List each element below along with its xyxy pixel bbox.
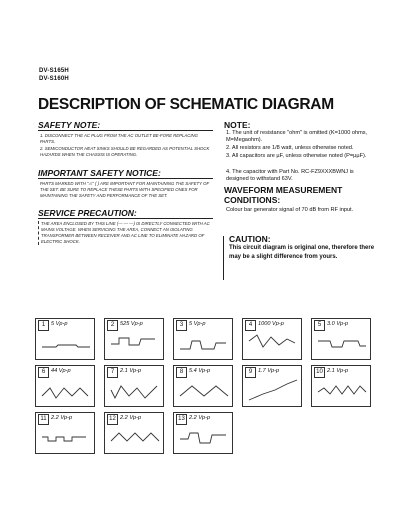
waveform-amplitude: 2.2 Vp-p [189,415,211,421]
waveform-trace [42,388,88,398]
model-number-1: DV-S165H [39,68,69,74]
service-precaution-heading: SERVICE PRECAUTION: [38,208,213,219]
waveform-trace [180,341,226,349]
waveform-number: 3 [176,320,187,331]
waveform-heading-line1: WAVEFORM MEASUREMENT [224,185,343,195]
waveform-number: 2 [107,320,118,331]
waveform-amplitude: 2.2 Vp-p [120,415,142,421]
waveform-trace [318,341,366,347]
waveform-trace [42,345,90,347]
waveform-conditions-text: Colour bar generator signal of 70 dB from RF input. [226,207,354,213]
note-item-2: 2. All resistors are 1/8 watt, unless otherwise noted. [226,145,354,151]
waveform-amplitude: 5.4 Vp-p [189,368,211,374]
safety-note-item-2: 2. SEMICONDUCTOR HEAT SINKS SHOULD BE REGARDED AS POTENTIAL SHOCK HAZARDS WHEN THE CHASSIS IS OPERATING. [40,146,210,158]
waveform-2 [104,318,164,360]
service-precaution-text: THE AREA ENCLOSED BY THIS LINE (— — —) IS DIRECTLY CONNECTED WITH AC MAINS VOLTAGE. WHEN SERVICING THE AREA, CONNECT AN ISOLATING TRANSFORMER BETWEEN RECEIVER AND AC LINE TO ELIMINATE HAZARD OF ELECTRIC SHOCK. [38,221,215,245]
waveform-amplitude: 1.7 Vp-p [258,368,280,374]
waveform-number: 8 [176,367,187,378]
model-number-2: DV-S160H [39,76,69,82]
waveform-amplitude: 2.1 Vp-p [120,368,142,374]
waveform-number: 6 [38,367,49,378]
waveform-amplitude: 1000 Vp-p [258,321,284,327]
page-title: DESCRIPTION OF SCHEMATIC DIAGRAM [38,96,334,113]
waveform-4 [242,318,302,360]
waveform-9 [242,365,302,407]
waveform-amplitude: 44 Vp-p [51,368,71,374]
waveform-number: 5 [314,320,325,331]
caution-heading: CAUTION: [229,234,271,244]
waveform-number: 9 [245,367,256,378]
waveform-trace [249,335,295,347]
important-safety-notice-text: PARTS MARKED WITH "⚠" ( ) ARE IMPORTANT FOR MAINTAINING THE SAFETY OF THE SET. BE SURE TO REPLACE THESE PARTS WITH SPECIFIED ONES FOR MAINTAINING THE SAFETY AND PERFORMANCE OF THE SET. [40,181,209,199]
waveform-7 [104,365,164,407]
waveform-amplitude: 2.2 Vp-p [51,415,73,421]
waveform-amplitude: 5 Vp-p [189,321,206,327]
caution-text: This circuit diagram is original one, therefore there may be a slight difference from yours. [229,245,375,260]
waveform-8 [173,365,233,407]
waveform-number: 10 [314,367,325,378]
waveform-trace [111,386,157,398]
waveform-amplitude: 5 Vp-p [51,321,68,327]
safety-note-item-1: 1. DISCONNECT THE AC PLUG FROM THE AC OUTLET BE-FORE REPLACING PARTS. [40,133,198,145]
waveform-6 [35,365,95,407]
waveform-12 [104,412,164,454]
waveform-1 [35,318,95,360]
waveform-10 [311,365,371,407]
waveform-amplitude: 2.1 Vp-p [327,368,349,374]
waveform-13 [173,412,233,454]
waveform-11 [35,412,95,454]
note-item-3: 3. All capacitors are µF, unless otherwise noted (P=µµF). [226,153,367,159]
waveform-5 [311,318,371,360]
waveform-amplitude: 3.0 Vp-p [327,321,349,327]
caution-box [223,236,374,280]
waveform-trace [111,338,155,345]
safety-note-heading: SAFETY NOTE: [38,120,213,131]
waveform-trace [249,380,297,400]
waveform-heading-line2: CONDITIONS: [224,195,281,205]
important-safety-notice-heading: IMPORTANT SAFETY NOTICE: [38,168,213,179]
waveform-number: 13 [176,414,187,425]
waveform-trace [318,386,366,394]
waveform-number: 7 [107,367,118,378]
note-item-4: 4. The capacitor with Part No. RC-FZ9XXXBWNJ is designed to withstand 63V. [226,169,354,183]
waveform-trace [111,433,159,441]
waveform-number: 1 [38,320,49,331]
waveform-amplitude: 525 Vp-p [120,321,143,327]
waveform-3 [173,318,233,360]
waveform-number: 11 [38,414,49,425]
note-heading: NOTE: [224,120,251,130]
note-item-1: 1. The unit of resistance "ohm" is omitted (K=1000 ohms, M=Megaohm). [226,130,368,144]
waveform-number: 12 [107,414,118,425]
waveform-trace [180,386,228,396]
waveform-number: 4 [245,320,256,331]
waveform-trace [42,437,86,441]
waveform-trace [180,433,226,443]
